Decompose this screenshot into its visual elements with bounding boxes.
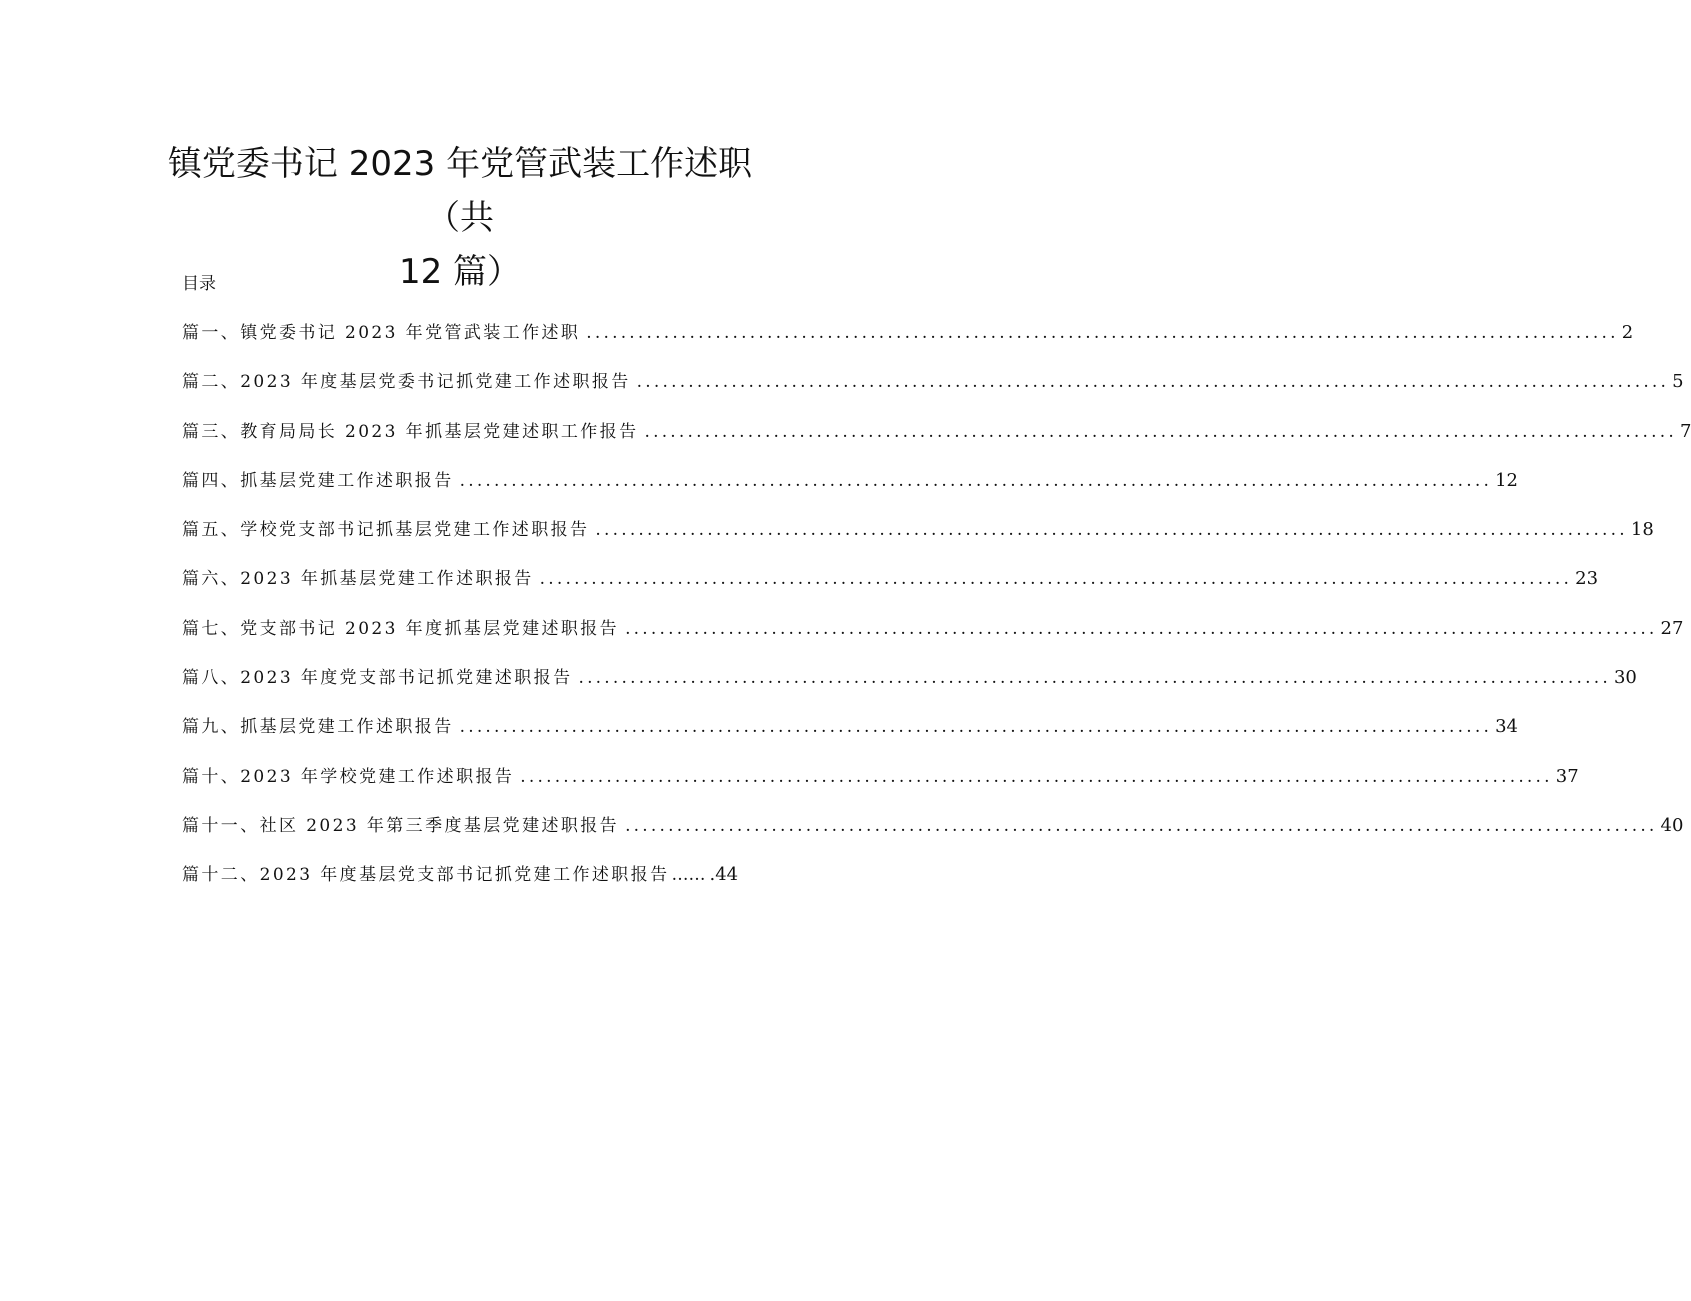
toc-entry[interactable] <box>182 517 1654 566</box>
toc-entry[interactable] <box>182 320 1634 369</box>
toc-entry[interactable] <box>182 468 1518 517</box>
toc-dot-leader: ........................................................................................................................ <box>586 323 1619 343</box>
document-title <box>140 137 780 299</box>
toc-entry-label: 篇九、抓基层党建工作述职报告 <box>182 717 454 738</box>
toc-dot-leader: ........................................................................................................................ <box>459 717 1493 738</box>
toc-entry-page-number: 37 <box>1555 765 1579 787</box>
toc-entry[interactable] <box>182 566 1599 615</box>
toc-dot-leader: ........................................................................................................................ <box>625 815 1658 836</box>
toc-entry-page-number: 18 <box>1630 519 1654 541</box>
toc-entry[interactable] <box>182 616 1684 665</box>
toc-entry-label: 篇四、抓基层党建工作述职报告 <box>182 470 454 491</box>
toc-entry-label: 篇六、2023 年抓基层党建工作述职报告 <box>182 569 534 590</box>
toc-entry-page-number: 23 <box>1575 568 1599 590</box>
document-title-line2: 12 篇） <box>398 252 522 292</box>
toc-dot-leader: ........................................................................................................................ <box>595 520 1628 541</box>
toc-entry[interactable] <box>182 665 1637 714</box>
toc-dot-leader: ........................................................................................................................ <box>459 470 1493 491</box>
toc-entry-label: 篇十、2023 年学校党建工作述职报告 <box>182 766 515 787</box>
toc-entry-label: 篇一、镇党委书记 2023 年党管武装工作述职 <box>182 323 581 343</box>
toc-entry-page-number: 30 <box>1613 667 1637 689</box>
toc-dot-leader: …… <box>671 865 706 886</box>
toc-entry-page-number: 40 <box>1660 814 1684 836</box>
toc-dot-leader: ........................................................................................................................ <box>539 569 1573 590</box>
toc-entry-label: 篇十二、2023 年度基层党支部书记抓党建工作述职报告 <box>182 865 670 886</box>
toc-entry-label: 篇五、学校党支部书记抓基层党建工作述职报告 <box>182 520 590 541</box>
toc-entry-page-number: 5 <box>1672 371 1684 393</box>
toc-dot-leader: ........................................................................................................................ <box>578 668 1611 689</box>
toc-entry-page-number: 12 <box>1495 469 1518 491</box>
toc-entry[interactable] <box>182 369 1684 418</box>
table-of-contents <box>182 320 1691 912</box>
toc-entry[interactable] <box>182 419 1691 468</box>
toc-dot-leader: ........................................................................................................................ <box>520 766 1553 787</box>
toc-dot-leader: ........................................................................................................................ <box>644 421 1677 442</box>
toc-entry-page-number: 34 <box>1495 716 1518 738</box>
toc-entry-label: 篇七、党支部书记 2023 年度抓基层党建述职报告 <box>182 618 620 639</box>
toc-entry[interactable] <box>182 714 1518 763</box>
toc-entry[interactable] <box>182 862 778 911</box>
toc-entry[interactable] <box>182 813 1684 862</box>
toc-entry-label: 篇十一、社区 2023 年第三季度基层党建述职报告 <box>182 815 620 836</box>
toc-heading: 目录 <box>182 274 216 294</box>
toc-entry-label: 篇八、2023 年度党支部书记抓党建述职报告 <box>182 668 573 689</box>
toc-entry-label: 篇二、2023 年度基层党委书记抓党建工作述职报告 <box>182 372 631 393</box>
document-title-line1: 镇党委书记 2023 年党管武装工作述职（共 <box>167 144 753 238</box>
toc-entry-page-number: .44 <box>709 864 739 886</box>
toc-entry[interactable] <box>182 764 1579 813</box>
toc-entry-page-number: 2 <box>1621 322 1634 343</box>
toc-dot-leader: ........................................................................................................................ <box>625 618 1658 639</box>
toc-entry-page-number: 27 <box>1660 617 1684 639</box>
toc-entry-label: 篇三、教育局局长 2023 年抓基层党建述职工作报告 <box>182 421 639 442</box>
toc-entry-page-number: 7 <box>1679 420 1691 442</box>
toc-dot-leader: ........................................................................................................................ <box>636 372 1670 393</box>
